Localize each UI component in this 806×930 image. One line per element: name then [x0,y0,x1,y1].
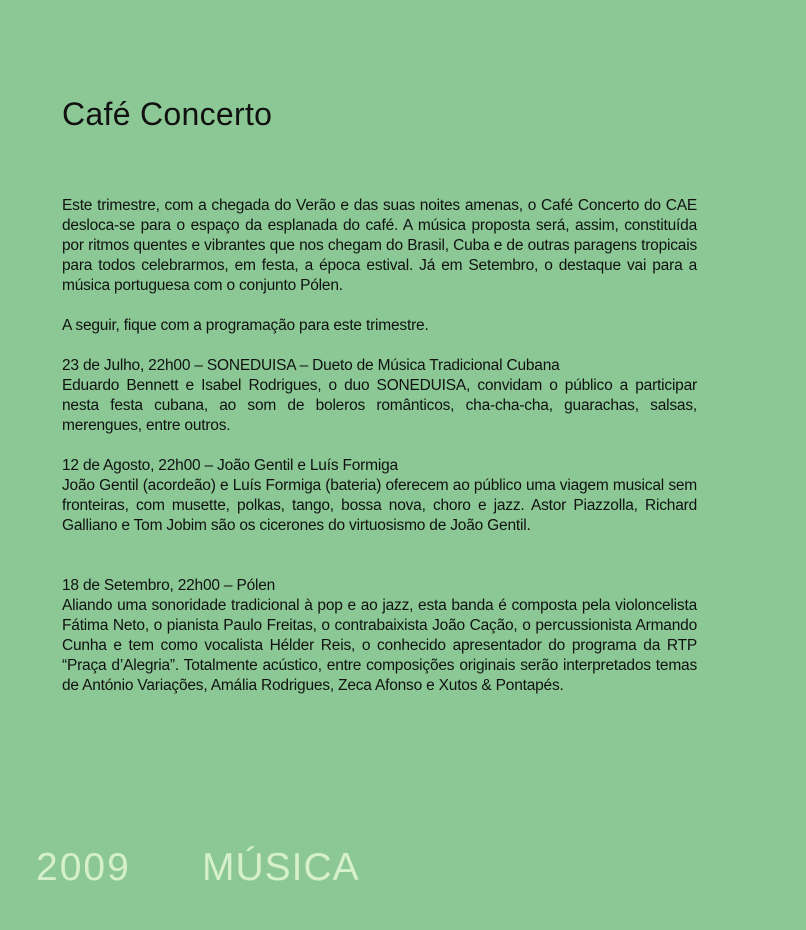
event-description-polen: Aliando uma sonoridade tradicional à pop e ao jazz, esta banda é composta pela violoncelista Fátima Neto, o pianista Paulo Freitas, o contrabaixista João Cação, o percussionista Armando Cunha e tem como vocalista Hélder Reis, o conhecido apresentador do programa da RTP “Praça d’Alegria”. Totalmente acústico, entre composições originais serão interpretados temas de António Variações, Amália Rodrigues, Zeca Afonso e Xutos & Pontapés. [62,597,697,694]
event-heading-sonedulsa: 23 de Julho, 22h00 – SONEDUISA – Dueto de Música Tradicional Cubana [62,357,560,374]
event-description-joao-gentil: João Gentil (acordeão) e Luís Formiga (bateria) oferecem ao público uma viagem musical sem fronteiras, com musette, polkas, tango, bossa nova, choro e jazz. Astor Piazzolla, Richard Galliano e Tom Jobim são os cicerones do virtuosismo de João Gentil. [62,477,697,534]
intro-paragraph: Este trimestre, com a chegada do Verão e das suas noites amenas, o Café Concerto do CAE desloca-se para o espaço da esplanada do café. A música proposta será, assim, constituída por ritmos quentes e vibrantes que nos chegam do Brasil, Cuba e de outras paragens tropicais para todos celebrarmos, em festa, a época estival. Já em Setembro, o destaque vai para a música portuguesa com o conjunto Pólen. [62,197,697,294]
programme-note: A seguir, fique com a programação para este trimestre. [62,317,429,334]
article-body [62,196,697,696]
event-heading-polen: 18 de Setembro, 22h00 – Pólen [62,577,276,594]
event-heading-joao-gentil: 12 de Agosto, 22h00 – João Gentil e Luís Formiga [62,457,398,474]
event-description-sonedulsa: Eduardo Bennett e Isabel Rodrigues, o duo SONEDUISA, convidam o público a participar nesta festa cubana, ao som de boleros românticos, cha-cha-cha, guarachas, salsas, merengues, entre outros. [62,377,697,434]
footer-section-label: MÚSICA [202,846,360,889]
footer-year: 2009 [36,846,131,889]
page-title: Café Concerto [62,96,273,132]
